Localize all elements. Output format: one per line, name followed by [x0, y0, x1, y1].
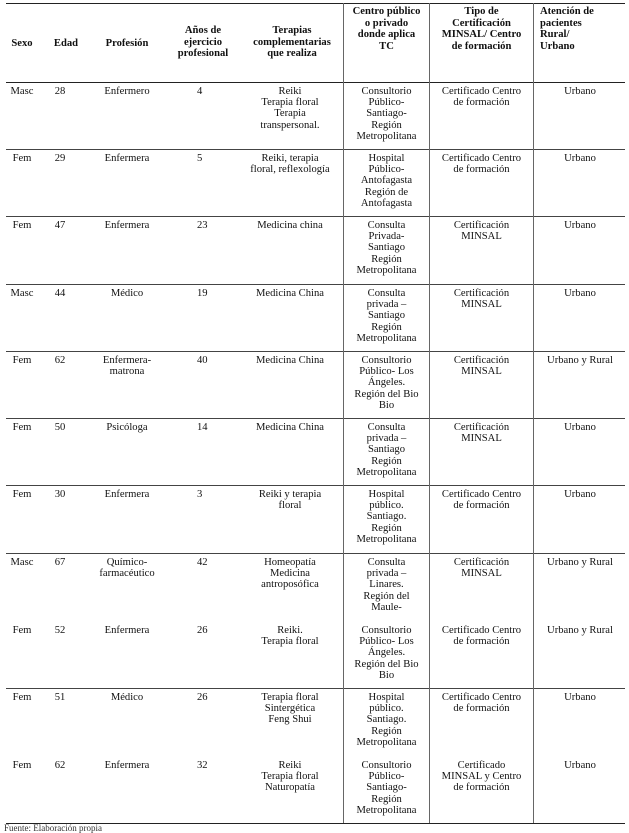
- header-terapias: Terapias complementarias que realiza: [253, 25, 331, 59]
- cell-edad: 28: [54, 86, 66, 97]
- cell-edad: 52: [54, 625, 66, 636]
- cell-centro: Consulta privada – Linares. Región del Maule-: [363, 557, 410, 613]
- cell-edad: 47: [54, 220, 66, 231]
- cell-atencion: Urbano: [564, 153, 596, 164]
- cell-atencion: Urbano: [564, 692, 596, 703]
- cell-sexo: Fem: [12, 422, 32, 433]
- cell-anios: 32: [197, 760, 208, 771]
- cell-profesion: Enfermera- matrona: [102, 355, 152, 378]
- cell-centro: Consultorio Público- Los Ángeles. Región del Bio Bio: [354, 355, 419, 411]
- cell-anios: 19: [197, 288, 208, 299]
- cell-certificacion: Certificación MINSAL: [453, 557, 510, 580]
- header-centro: Centro público o privado donde aplica TC: [352, 6, 421, 52]
- cell-edad: 51: [54, 692, 66, 703]
- cell-sexo: Masc: [10, 557, 34, 568]
- cell-anios: 26: [197, 692, 208, 703]
- cell-anios: 26: [197, 625, 208, 636]
- cell-profesion: Psicóloga: [106, 422, 148, 433]
- cell-terapias: Reiki. Terapia floral: [261, 625, 319, 648]
- cell-profesion: Enfermero: [104, 86, 150, 97]
- cell-profesion: Médico: [110, 288, 144, 299]
- cell-centro: Hospital Público- Antofagasta Región de Antofagasta: [360, 153, 413, 209]
- cell-certificacion: Certificación MINSAL: [453, 288, 510, 311]
- cell-centro: Hospital público. Santiago. Región Metropolitana: [356, 692, 417, 748]
- cell-profesion: Enfermera: [104, 489, 150, 500]
- cell-terapias: Homeopatía Medicina antroposófica: [261, 557, 319, 591]
- cell-sexo: Masc: [10, 86, 34, 97]
- cell-certificacion: Certificado Centro de formación: [441, 153, 522, 176]
- cell-certificacion: Certificado MINSAL y Centro de formación: [441, 760, 522, 794]
- cell-terapias: Medicina China: [256, 288, 324, 299]
- cell-profesion: Enfermera: [104, 625, 150, 636]
- cell-centro: Consulta privada – Santiago Región Metropolitana: [356, 422, 417, 478]
- cell-sexo: Fem: [12, 625, 32, 636]
- cell-sexo: Masc: [10, 288, 34, 299]
- cell-profesion: Médico: [110, 692, 144, 703]
- cell-atencion: Urbano: [564, 760, 596, 771]
- cell-anios: 23: [197, 220, 208, 231]
- cell-profesion: Químico- farmacéutico: [99, 557, 155, 580]
- cell-atencion: Urbano: [564, 86, 596, 97]
- cell-edad: 44: [54, 288, 66, 299]
- header-profesion: Profesión: [105, 38, 149, 49]
- cell-edad: 29: [54, 153, 66, 164]
- cell-anios: 42: [197, 557, 208, 568]
- cell-centro: Consulta Privada- Santiago Región Metropolitana: [356, 220, 417, 276]
- cell-certificacion: Certificado Centro de formación: [441, 625, 522, 648]
- header-certificacion: Tipo de Certificación MINSAL/ Centro de formación: [441, 6, 522, 52]
- cell-anios: 5: [197, 153, 203, 164]
- cell-profesion: Enfermera: [104, 220, 150, 231]
- cell-terapias: Medicina China: [256, 422, 324, 433]
- cell-certificacion: Certificación MINSAL: [453, 355, 510, 378]
- cell-edad: 30: [54, 489, 66, 500]
- cell-sexo: Fem: [12, 153, 32, 164]
- cell-edad: 67: [54, 557, 66, 568]
- cell-terapias: Reiki y terapia floral: [258, 489, 322, 512]
- cell-sexo: Fem: [12, 489, 32, 500]
- cell-certificacion: Certificación MINSAL: [453, 422, 510, 445]
- cell-anios: 40: [197, 355, 208, 366]
- cell-certificacion: Certificado Centro de formación: [441, 692, 522, 715]
- cell-certificacion: Certificado Centro de formación: [441, 489, 522, 512]
- cell-terapias: Terapia floral Sintergética Feng Shui: [261, 692, 319, 726]
- cell-atencion: Urbano: [564, 220, 596, 231]
- cell-edad: 62: [54, 760, 66, 771]
- cell-atencion: Urbano y Rural: [547, 355, 613, 366]
- cell-terapias: Reiki Terapia floral Terapia transpersonal.: [260, 86, 320, 131]
- cell-atencion: Urbano: [564, 288, 596, 299]
- cell-anios: 3: [197, 489, 203, 500]
- cell-certificacion: Certificación MINSAL: [453, 220, 510, 243]
- cell-edad: 50: [54, 422, 66, 433]
- cell-sexo: Fem: [12, 760, 32, 771]
- cell-profesion: Enfermera: [104, 760, 150, 771]
- cell-centro: Consultorio Público- Santiago- Región Metropolitana: [356, 86, 417, 142]
- cell-terapias: Medicina China: [256, 355, 324, 366]
- cell-centro: Hospital público. Santiago. Región Metropolitana: [356, 489, 417, 545]
- cell-atencion: Urbano y Rural: [547, 557, 613, 568]
- header-anios: Años de ejercicio profesional: [177, 25, 229, 59]
- cell-terapias: Medicina china: [257, 220, 323, 231]
- cell-atencion: Urbano: [564, 489, 596, 500]
- cell-atencion: Urbano y Rural: [547, 625, 613, 636]
- cell-atencion: Urbano: [564, 422, 596, 433]
- cell-edad: 62: [54, 355, 66, 366]
- header-atencion: Atención de pacientes Rural/ Urbano: [540, 6, 594, 52]
- cell-centro: Consultorio Público- Santiago- Región Metropolitana: [356, 760, 417, 816]
- header-edad: Edad: [53, 38, 79, 49]
- cell-anios: 14: [197, 422, 208, 433]
- header-sexo: Sexo: [11, 38, 33, 49]
- cell-sexo: Fem: [12, 692, 32, 703]
- cell-sexo: Fem: [12, 220, 32, 231]
- cell-profesion: Enfermera: [104, 153, 150, 164]
- cell-centro: Consulta privada – Santiago Región Metropolitana: [356, 288, 417, 344]
- cell-certificacion: Certificado Centro de formación: [441, 86, 522, 109]
- cell-anios: 4: [197, 86, 203, 97]
- cell-terapias: Reiki, terapia floral, reflexología: [250, 153, 330, 176]
- table-source-note: Fuente: Elaboración propia: [4, 823, 102, 833]
- cell-centro: Consultorio Público- Los Ángeles. Región del Bio Bio: [354, 625, 419, 681]
- cell-terapias: Reiki Terapia floral Naturopatía: [261, 760, 319, 794]
- cell-sexo: Fem: [12, 355, 32, 366]
